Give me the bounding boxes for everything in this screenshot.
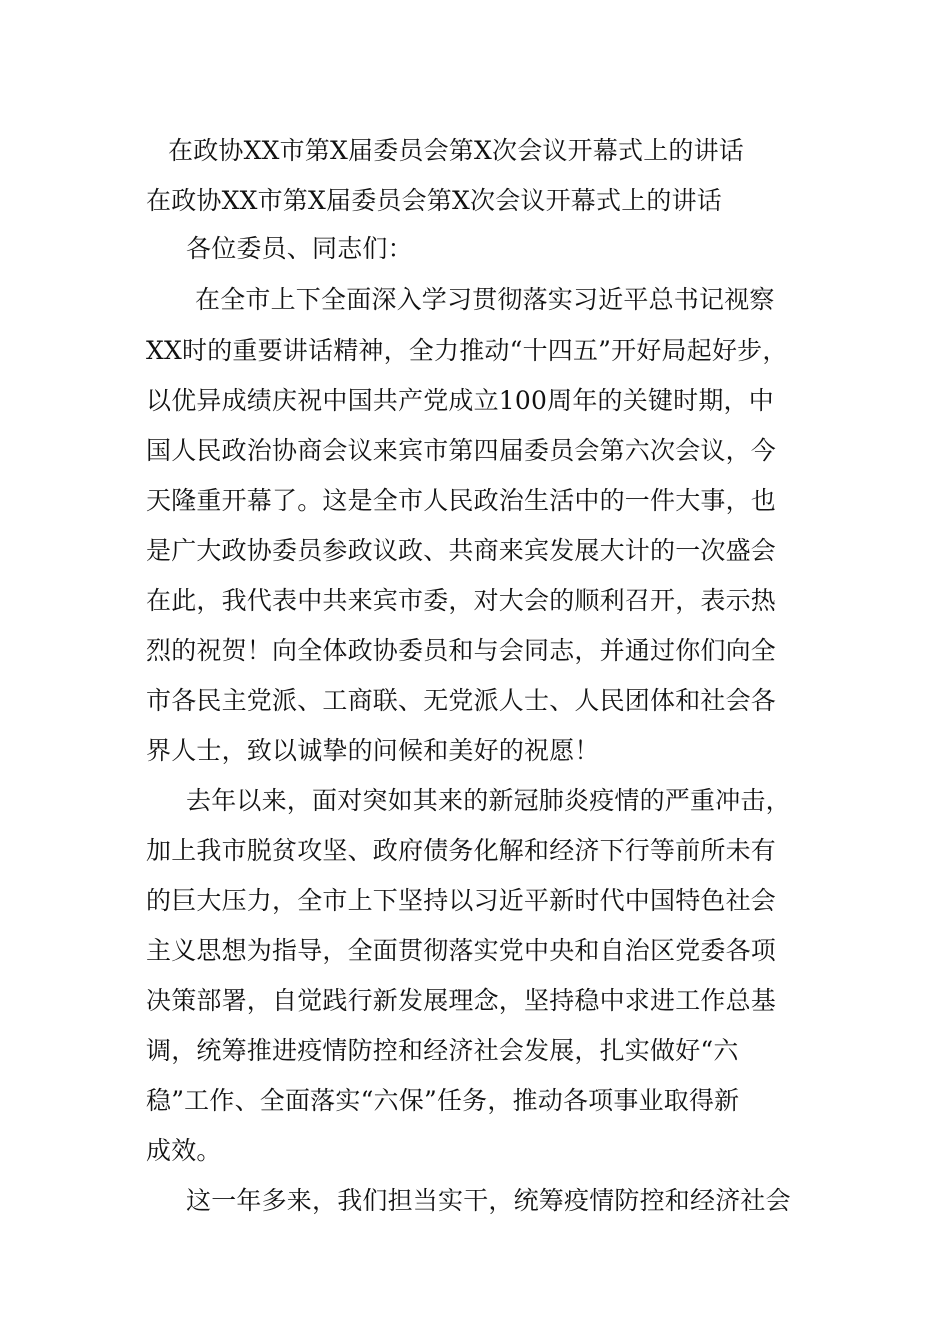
- body-line: 加上我市脱贫攻坚、政府债务化解和经济下行等前所未有: [146, 836, 777, 865]
- body-line: 在此，我代表中共来宾市委，对大会的顺利召开，表示热: [146, 586, 777, 615]
- body-line: 调，统筹推进疫情防控和经济社会发展，扎实做好“六: [146, 1036, 739, 1065]
- body-line: 天隆重开幕了。这是全市人民政治生活中的一件大事，也: [146, 486, 777, 515]
- body-line: 稳”工作、全面落实“六保”任务，推动各项事业取得新: [146, 1086, 740, 1115]
- body-line: 这一年多来，我们担当实干，统筹疫情防控和经济社会: [186, 1186, 791, 1215]
- salutation: 各位委员、同志们：: [186, 234, 413, 263]
- body-line: 烈的祝贺！向全体政协委员和与会同志，并通过你们向全: [146, 636, 777, 665]
- body-line: 在全市上下全面深入学习贯彻落实习近平总书记视察: [195, 285, 775, 314]
- body-line: XX时的重要讲话精神，全力推动“十四五”开好局起好步，: [146, 336, 788, 365]
- body-line: 成效。: [146, 1136, 222, 1165]
- body-line: 市各民主党派、工商联、无党派人士、人民团体和社会各: [146, 686, 777, 715]
- body-line: 主义思想为指导，全面贯彻落实党中央和自治区党委各项: [146, 936, 777, 965]
- document-title: 在政协XX市第X届委员会第X次会议开幕式上的讲话: [168, 136, 744, 165]
- body-line: 决策部署，自觉践行新发展理念，坚持稳中求进工作总基: [146, 986, 777, 1015]
- body-line: 去年以来，面对突如其来的新冠肺炎疫情的严重冲击，: [186, 786, 791, 815]
- body-line: 是广大政协委员参政议政、共商来宾发展大计的一次盛会: [146, 536, 777, 565]
- body-line: 以优异成绩庆祝中国共产党成立100周年的关键时期，中: [146, 386, 774, 415]
- document-title-repeat: 在政协XX市第X届委员会第X次会议开幕式上的讲话: [146, 186, 722, 215]
- body-line: 的巨大压力，全市上下坚持以习近平新时代中国特色社会: [146, 886, 777, 915]
- body-line: 界人士，致以诚挚的问候和美好的祝愿！: [146, 736, 600, 765]
- body-line: 国人民政治协商会议来宾市第四届委员会第六次会议，今: [146, 436, 777, 465]
